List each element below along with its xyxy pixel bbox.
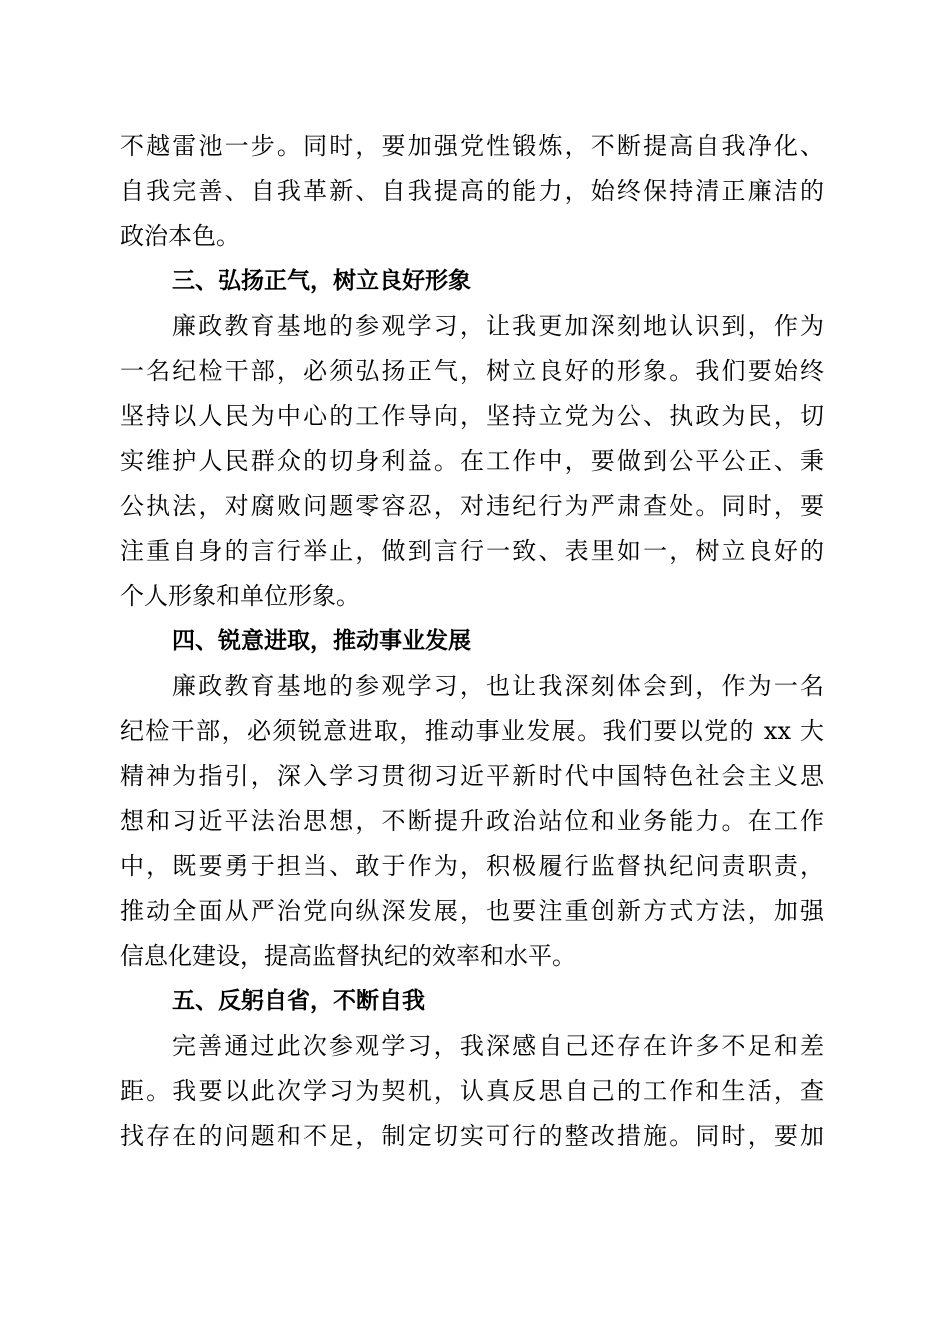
text-line: 政治本色。	[120, 222, 240, 250]
paragraph-section-4	[120, 664, 824, 979]
text-line: 想和习近平法治思想，不断提升政治站位和业务能力。在工作	[120, 807, 824, 835]
text-line: 一名纪检干部，必须弘扬正气，树立良好的形象。我们要始终	[120, 357, 824, 385]
paragraph-section-5	[120, 1024, 824, 1159]
text-line: 注重自身的言行举止，做到言行一致、表里如一，树立良好的	[120, 537, 824, 565]
paragraph-continuation	[120, 124, 824, 259]
paragraph-section-3	[120, 304, 824, 619]
text-line: 不越雷池一步。同时，要加强党性锻炼，不断提高自我净化、	[120, 132, 824, 160]
text-line: 信息化建设，提高监督执纪的效率和水平。	[120, 942, 576, 970]
text-line: 推动全面从严治党向纵深发展，也要注重创新方式方法，加强	[120, 897, 824, 925]
text-line: 距。我要以此次学习为契机，认真反思自己的工作和生活，查	[120, 1077, 824, 1105]
text-line: 自我完善、自我革新、自我提高的能力，始终保持清正廉洁的	[120, 177, 824, 205]
text-line: 完善通过此次参观学习，我深感自己还存在许多不足和差	[172, 1032, 824, 1060]
text-line: 坚持以人民为中心的工作导向，坚持立党为公、执政为民，切	[120, 402, 824, 430]
text-line: 找存在的问题和不足，制定切实可行的整改措施。同时，要加	[120, 1122, 824, 1150]
text-line: 中，既要勇于担当、敢于作为，积极履行监督执纪问责职责，	[120, 852, 824, 880]
section-heading-3: 三、弘扬正气，树立良好形象	[172, 268, 471, 294]
text-line: 个人形象和单位形象。	[120, 582, 360, 610]
text-line: 实维护人民群众的切身利益。在工作中，要做到公平公正、秉	[120, 447, 824, 475]
document-body	[120, 124, 824, 1159]
section-heading-5: 五、反躬自省，不断自我	[172, 988, 425, 1014]
text-line: 廉政教育基地的参观学习，让我更加深刻地认识到，作为	[172, 312, 824, 340]
text-line: 公执法，对腐败问题零容忍，对违纪行为严肃查处。同时，要	[120, 492, 824, 520]
text-line: 纪检干部，必须锐意进取，推动事业发展。我们要以党的 xx 大	[120, 717, 824, 745]
text-line: 精神为指引，深入学习贯彻习近平新时代中国特色社会主义思	[120, 762, 824, 790]
text-line: 廉政教育基地的参观学习，也让我深刻体会到，作为一名	[172, 672, 824, 700]
section-heading-4: 四、锐意进取，推动事业发展	[172, 628, 471, 654]
